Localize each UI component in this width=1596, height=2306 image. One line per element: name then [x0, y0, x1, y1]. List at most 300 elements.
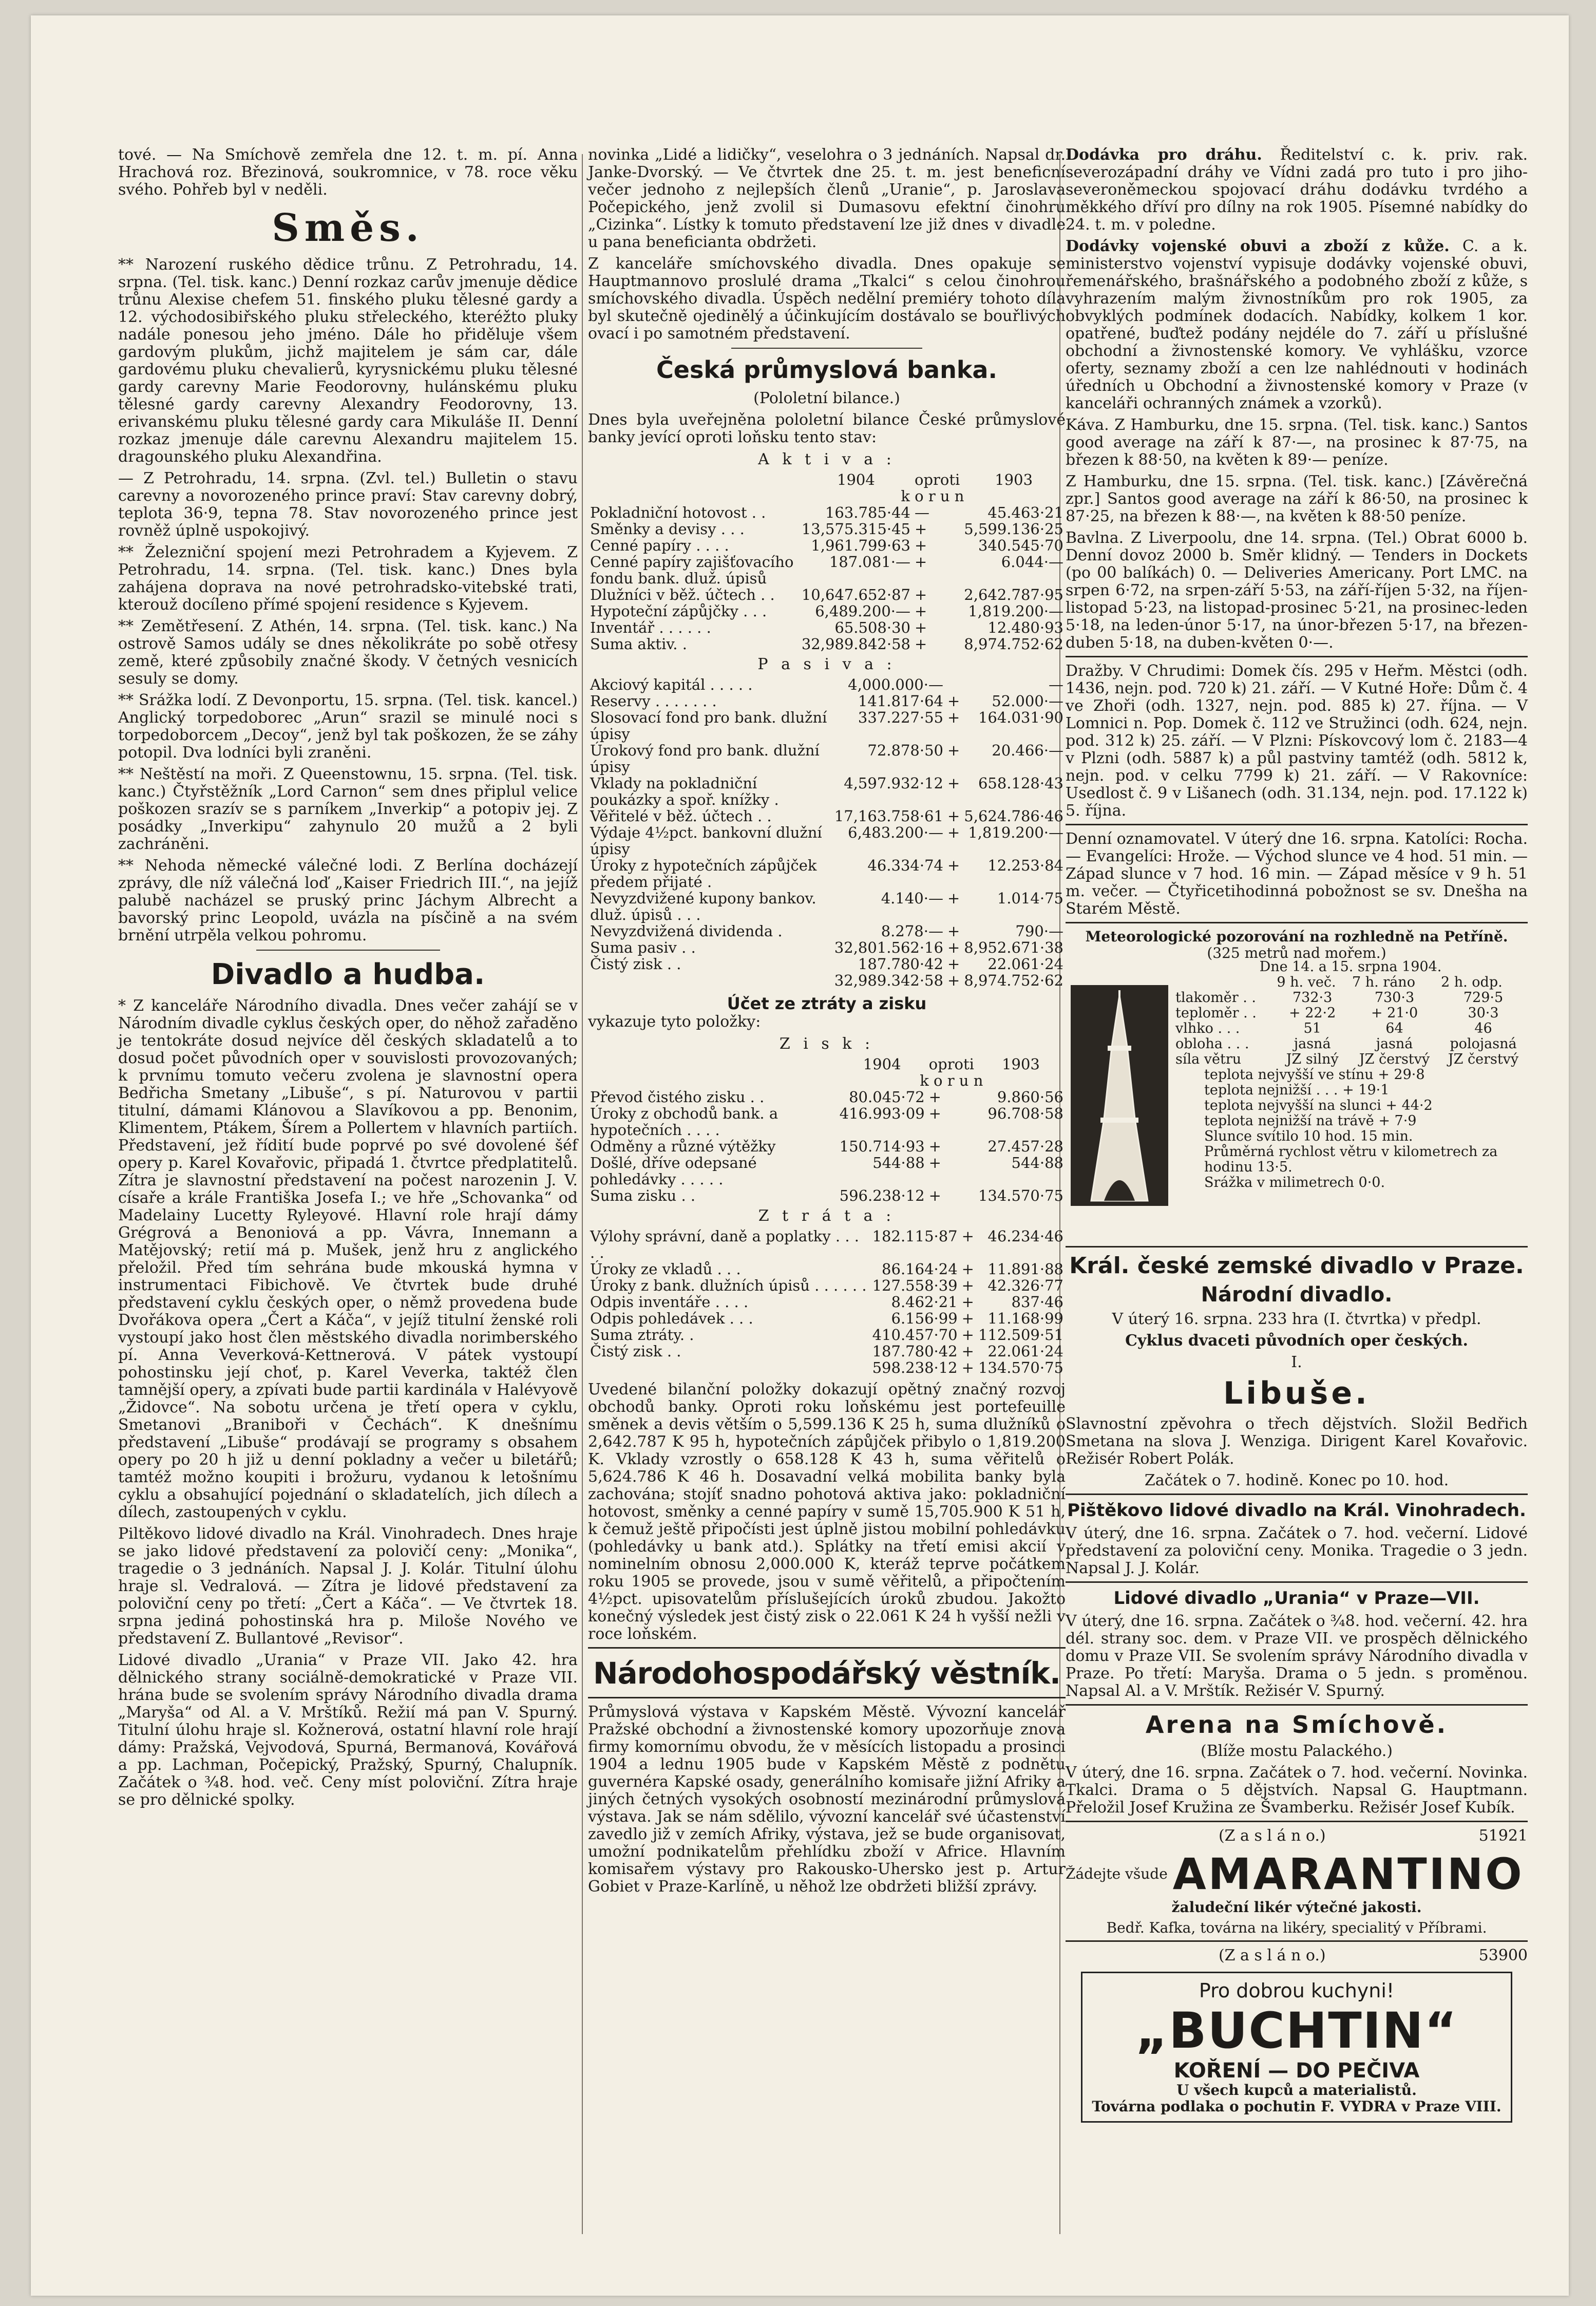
balance-row	[588, 676, 1066, 693]
kava-text-2: Z Hamburku, dne 15. srpna. (Tel. tisk. kanc.) [Závěrečná zpr.] Santos good average na září k 86·50, na prosinec k 87·25, na březen k 88·—, na květen k 88·50 peníze.	[1066, 472, 1528, 525]
row-label: Odpis pohledávek . . .	[590, 1310, 753, 1327]
balance-row	[588, 504, 1066, 521]
row-value-1904: 6,489.200·—	[815, 602, 910, 620]
dodavka-text: Ředitelství c. k. priv. rak. severozápadní dráhy ve Vídni zadá pro tuto i pro jiho-severoněmeckou spojovací dráhu dodávku tvrdého a měkkého dříví pro dílny na rok 1905. Písemné nabídky do 24. t. m. v poledne.	[1066, 146, 1528, 234]
row-sign: +	[915, 537, 927, 554]
balance-row	[588, 693, 1066, 709]
row-value-1904: 65.508·30	[834, 619, 910, 636]
row-value-1904: 6,483.200·—	[848, 824, 943, 841]
balance-row	[588, 1105, 1066, 1138]
row-value-diff: —	[1049, 676, 1063, 693]
balance-table-pasiva	[588, 676, 1066, 989]
vestnik-title: Národohospodářský věstník.	[593, 1656, 1061, 1691]
smes-item: ** Neštěstí na moři. Z Queenstownu, 15. srpna. (Tel. tisk. kanc.) Čtyřstěžník „Lord Carnon“ sem dnes připlul velice poškozen srazív se s parníkem „Inverkip“ a potopiv jej. Z posádky „Inverkipu“ zahynulo 20 mužů a 2 byli zachráněni.	[118, 765, 578, 853]
row-sign: +	[961, 1326, 974, 1344]
row-value-diff: 22.061·24	[987, 955, 1063, 973]
weather-row-label: obloha . . .	[1175, 1036, 1249, 1052]
row-sign: +	[947, 774, 960, 792]
weather-col-head: 7 h. ráno	[1352, 974, 1415, 990]
buchtin-where: U všech kupců a materialistů.	[1176, 2082, 1417, 2099]
row-sign: +	[947, 939, 960, 956]
weather-note: teplota nejvyšší na slunci + 44·2	[1204, 1098, 1433, 1113]
balance-row	[588, 857, 1066, 890]
row-sign: +	[961, 1310, 974, 1327]
row-value-diff: 11.891·88	[987, 1260, 1063, 1278]
balance-row	[588, 537, 1066, 554]
pistek-title: Pištěkovo lidové divadlo na Král. Vinohradech.	[1067, 1500, 1526, 1521]
weather-table	[1173, 959, 1528, 1190]
column-right	[1066, 146, 1528, 2130]
row-sign: +	[961, 1293, 974, 1311]
row-sign: +	[915, 619, 927, 636]
weather-row	[1173, 1006, 1528, 1021]
loss-table	[588, 1228, 1066, 1376]
row-value-diff: 2,642.787·95	[964, 586, 1063, 603]
obuv-title: Dodávky vojenské obuvi a zboží z kůže.	[1066, 237, 1450, 255]
profit-table	[588, 1056, 1066, 1204]
row-value-diff: 544·88	[1011, 1154, 1063, 1171]
divider	[256, 950, 440, 951]
balance-row	[588, 923, 1066, 939]
balance-row	[588, 808, 1066, 824]
row-label: Úrokový fond pro bank. dlužní úpisy	[590, 742, 820, 776]
row-value-1904: 32,989.342·58	[834, 972, 943, 989]
row-label: Výdaje 4½pct. bankovní dlužní úpisy	[590, 824, 822, 858]
petrin-tower-illustration	[1071, 985, 1168, 1206]
row-label: Akciový kapitál . . . . .	[590, 676, 753, 693]
row-sign: +	[915, 520, 927, 538]
amarantino-maker: Bedř. Kafka, továrna na likéry, specialitý v Příbrami.	[1106, 1919, 1487, 1936]
row-value-diff: 20.466·—	[992, 742, 1063, 759]
row-label: Úroky z hypotečních zápůjček předem přijaté .	[590, 857, 817, 891]
row-sign: +	[915, 602, 927, 620]
weather-note: Slunce svítilo 10 hod. 15 min.	[1204, 1128, 1413, 1144]
row-label: Cenné papíry . . . .	[590, 537, 729, 554]
row-label	[588, 972, 832, 989]
bank-title: Česká průmyslová banka.	[656, 356, 997, 384]
row-value-diff: 1.014·75	[997, 890, 1063, 907]
row-sign: +	[928, 1187, 941, 1204]
row-value-diff: 27.457·28	[987, 1138, 1063, 1155]
bank-commentary: Uvedené bilanční položky dokazují opětný značný rozvoj obchodů banky. Oproti roku loňskému jest portefeuille směnek a devis větším o 5,599.136 K 25 h, suma dlužníků o 2,642.787 K 95 h, hypotečních zápůjček přibylo o 1,819.200 K. Vklady vzrostly o 658.128 K 43 h, suma věřitelů o 5,624.786 K 46 h. Dosavadní velká mobilita banky byla zachována; stojíť snadno pohotová aktiva jako: pokladniční hotovost, směnky a cenné papíry v sumě 15,705.900 K 51 h, k čemuž ještě připočísti jest úplně jistou mobilní pohledávku (pohledávky u bank atd.). Splátky na třetí emisi akcií v nominelním obnosu 2,000.000 K, kteráž teprve počátkem roku 1905 se provede, jsou v sumě věřitelů, a připočtením 4½pct. upisovatelům příslušejících úroků zbudou. Jakožto konečný výsledek jest čistý zisk o 22.061 K 24 h vyšší nežli v roce loňském.	[588, 1381, 1066, 1643]
urania-title: Lidové divadlo „Urania“ v Praze—VII.	[1113, 1588, 1480, 1609]
libuse-text: Slavnostní zpěvohra o třech dějstvích. Složil Bedřich Smetana na slova J. Wenziga. Dirigent Karel Kovařovic. Režisér Robert Polák.	[1066, 1415, 1528, 1468]
urania-text: V úterý, dne 16. srpna. Začátek o ¾8. hod. večerní. 42. hra dél. strany soc. dem. v Praze VII. ve prospěch dělnického domu v Praze VII. Se svolením správy Národního divadla v Praze. Po třetí: Maryša. Drama o 5 jedn. s proměnou. Napsal Al. a V. Mrštík. Režisér V. Spurný.	[1066, 1612, 1528, 1700]
row-value-1904: 187.081·—	[829, 553, 910, 571]
row-value-diff: 42.326·77	[987, 1277, 1063, 1294]
kava-text: Káva. Z Hamburku, dne 15. srpna. (Tel. tisk. kanc.) Santos good average na září k 87·—, na prosinec k 87·75, na březen k 88·50, na květen k 89·— peníze.	[1066, 416, 1528, 469]
row-value-1904: 8.462·21	[891, 1293, 958, 1311]
table-col-head: 1904	[837, 471, 875, 488]
ztrata-label: Z t r á t a :	[758, 1207, 896, 1225]
divadlo-item: Piltěkovo lidové divadlo na Král. Vinohradech. Dnes hraje se jako lidové představení za polovičí ceny: „Monika“, tragedie o 3 jednáních. Napsal J. J. Kolár. Titulní úlohu hraje sl. Vedralová. — Zítra je lidové představení za poloviční ceny po třetí: „Čert a Káča“. — Ve čtvrtek 18. srpna jediná pohostinská hra p. Miloše Nového ve představení Z. Bullantové „Revisor“.	[118, 1525, 578, 1648]
section-title-divadlo: Divadlo a hudba.	[211, 958, 485, 991]
row-value-diff: 46.234·46	[987, 1227, 1063, 1245]
weather-note: teplota nejvyšší ve stínu + 29·8	[1204, 1067, 1425, 1083]
row-value-diff: 96.708·58	[987, 1105, 1063, 1122]
balance-row	[588, 521, 1066, 537]
balance-row	[588, 1261, 1066, 1277]
zisk-label: Z i s k :	[779, 1035, 875, 1053]
pistek-text: V úterý, dne 16. srpna. Začátek o 7. hod. večerní. Lidové představení za poloviční ceny. Monika. Tragedie o 3 jedn. Napsal J. J. Kolár.	[1066, 1524, 1528, 1577]
row-value-diff: 112.509·51	[978, 1326, 1063, 1344]
row-value-1904: 8.278·—	[881, 922, 943, 940]
row-sign: +	[961, 1359, 974, 1376]
balance-row	[588, 1310, 1066, 1327]
obuv-text: C. a k. ministerstvo vojenství vypisuje dodávky vojenské obuvi, řemenářského, brašnářského a podobného zboží z kůže, s vyhrazením malým živnostníkům pro rok 1905, za obvyklých podmínek dodacích. Nabídky, kolkem 1 kor. opatřené, buďtež podány nejdéle do 7. září u příslušné obchodní a živnostenské komory. Ve vyhlášku, vzorce oferty, seznamy zboží a cen lze nahlédnouti v hodinách úředních u Obchodní a živnostenské komory v Praze (v kanceláři ochranných známek a vzorků).	[1066, 237, 1528, 412]
divider	[1066, 824, 1528, 825]
weather-report	[1066, 929, 1528, 1242]
row-value-diff: 45.463·21	[987, 504, 1063, 521]
divider	[1066, 656, 1528, 657]
balance-row	[588, 554, 1066, 587]
row-label: Suma pasiv . .	[590, 939, 696, 956]
row-sign: +	[947, 890, 960, 907]
row-label: Úroky ze vkladů . . .	[590, 1260, 741, 1278]
row-label: Cenné papíry zajišťovacího fondu bank. dluž. úpisů	[590, 553, 794, 587]
bank-intro: Dnes byla uveřejněna pololetní bilance České průmyslové banky jevící oproti loňsku tento stav:	[588, 411, 1066, 446]
divider	[1066, 1494, 1528, 1495]
amarantino-sub: žaludeční likér výtečné jakosti.	[1171, 1899, 1422, 1916]
row-sign: +	[915, 553, 927, 571]
drazby-text: Dražby. V Chrudimi: Domek čís. 295 v Heřm. Městci (odh. 1436, nejn. pod. 720 k) 21. září. — V Kutné Hoře: Dům č. 4 ve Zhoři (odh. 1327, nejn. pod. 885 k) 27. října. — V Lomnici n. Pop. Domek č. 112 ve Stružinci (odh. 624, nejn. pod. 312 k) 25. září. — V Plzni: Pískovcový lom č. 2183—4 v Plzni (odh. 5887 k) a půl pastviny tamtéž (odh. 5812 k, nejn. pod. v celku 7799 k) 21. září. — V Rakovníce: Usedlost č. 9 v Lišanech (odh. 31.134, nejn. pod. 17.122 k) 5. října.	[1066, 662, 1528, 820]
divider	[1066, 1581, 1528, 1583]
row-value-1904: 410.457·70	[872, 1326, 958, 1344]
table-col-head: oproti	[928, 1055, 974, 1073]
smes-item: ** Srážka lodí. Z Devonportu, 15. srpna. (Tel. tisk. kancel.) Anglický torpedoborec „Arun“ srazil se minulé noci s torpedoborcem „Decoy“, jenž byl tak poškozen, že se záhy potopil. Dva lodníci byli zraněni.	[118, 691, 578, 762]
row-label: Převod čistého zisku . .	[590, 1088, 765, 1106]
smichov-theatre-note: Z kanceláře smíchovského divadla. Dnes opakuje se Hauptmannovo proslulé drama „Tkalci“ s celou činohrou smíchovského divadla. Úspěch nedělní premiéry tohoto díla byl skutečně ojedinělý a účinkujícím dostávalo se bouřlivých ovací i po samotném představení.	[588, 255, 1066, 343]
bank-subtitle: (Pololetní bilance.)	[753, 389, 900, 407]
row-sign: +	[947, 807, 960, 825]
weather-value: + 22·2	[1288, 1005, 1336, 1021]
weather-value: 30·3	[1468, 1005, 1499, 1021]
row-value-diff: 22.061·24	[987, 1343, 1063, 1360]
row-sign: +	[947, 922, 960, 940]
unit-row	[588, 488, 1066, 504]
arena-title: Arena na Smíchově.	[1145, 1711, 1448, 1738]
row-value-1904: 182.115·87	[872, 1227, 958, 1245]
smes-item: ** Železniční spojení mezi Petrohradem a Kyjevem. Z Petrohradu, 14. srpna. (Tel. tisk. kanc.) Dnes byla zahájena doprava na nové petrohradsko-vitebské trati, kterouž docíleno přímé spojení residence s Kyjevem.	[118, 543, 578, 614]
weather-col-head: 9 h. več.	[1277, 974, 1336, 990]
row-value-diff: 8,974.752·62	[964, 972, 1063, 989]
balance-row	[588, 619, 1066, 636]
row-value-diff: 1,819.200·—	[968, 602, 1063, 620]
balance-row	[588, 775, 1066, 808]
row-label: Vklady na pokladniční poukázky a spoř. knížky .	[590, 774, 779, 808]
weather-value: 64	[1385, 1020, 1403, 1036]
row-value-1904: 596.238·12	[839, 1187, 925, 1204]
balance-row	[588, 1155, 1066, 1187]
weather-value: 730·3	[1374, 990, 1415, 1006]
row-sign: —	[915, 504, 929, 521]
row-value-1904: 544·88	[872, 1154, 925, 1171]
row-label: Suma zisku . .	[590, 1187, 696, 1204]
weather-value: jasná	[1376, 1036, 1413, 1052]
weather-row-label: vlhko . . .	[1175, 1020, 1240, 1036]
balance-row	[588, 709, 1066, 742]
vestnik-text: Průmyslová výstava v Kapském Městě. Vývozní kancelář Pražské obchodní a živnostenské komory upozorňuje znova firmy komornímu obvodu, že v měsících listopadu a prosinci 1904 a lednu 1905 bude v Kapském Městě z podnětu guvernéra Kapské osady, generálního komisaře jižní Afriky a jiných četných vysokých osobností mezinárodní průmyslová výstava. Jak se nám sdělilo, vývozní kancelář své účastenství zavedlo již v zemích Afriky, výstava, jež se bude organisovat, umožní podnikatelům přehlídku zboží v Africe. Hlavním komisařem výstavy pro Rakousko-Uhersko jest p. Artur Gobiet v Praze-Karlíně, u něhož lze obdržeti bližší zprávy.	[588, 1703, 1066, 1896]
weather-value: polojasná	[1450, 1036, 1517, 1052]
narodni-date: V úterý 16. srpna. 233 hra (I. čtvrtka) v předpl.	[1112, 1310, 1481, 1328]
weather-note: teplota nejnižší . . . + 19·1	[1204, 1082, 1390, 1098]
balance-row	[588, 1089, 1066, 1105]
divider	[1066, 1704, 1528, 1706]
sum-row	[588, 939, 1066, 956]
row-label: Úroky z obchodů bank. a hypotečních . . . .	[590, 1105, 778, 1139]
weather-row-label: tlakoměr . .	[1175, 990, 1257, 1006]
balance-row	[588, 1277, 1066, 1294]
unit-row	[588, 1072, 1066, 1089]
row-value-1904: 4,000.000·—	[848, 676, 943, 693]
pasiva-label: P a s i v a :	[757, 655, 896, 673]
weather-row	[1173, 1036, 1528, 1052]
row-value-diff: 11.168·99	[987, 1310, 1063, 1327]
table-col-head: 1903	[1002, 1055, 1040, 1073]
divider	[1066, 1940, 1528, 1942]
zaslano-label: (Z a s l á n o.)	[1218, 1946, 1326, 1964]
theatre-note: novinka „Lidé a lidičky“, veselohra o 3 jednáních. Napsal dr. Janke-Dvorský. — Ve čtvrtek dne 25. t. m. jest beneficní večer jednoho z nejlepších členů „Uranie“, p. Jaroslava Počepického, jenž zvolil si Dumasovu efektní činohru „Cizinka“. Lístky k tomuto představení lze již dnes v divadle u pana beneficianta obdržeti.	[588, 146, 1066, 251]
weather-value: JZ čerstvý	[1359, 1051, 1430, 1067]
weather-date: Dne 14. a 15. srpna 1904.	[1259, 959, 1442, 975]
amarantino-ad	[1066, 1849, 1528, 1899]
row-value-diff: 52.000·—	[992, 692, 1063, 710]
profit-loss-sub: vykazuje tyto položky:	[588, 1013, 761, 1031]
balance-row	[588, 1294, 1066, 1310]
row-label: Pokladniční hotovost . .	[590, 504, 766, 521]
row-sign: +	[928, 1138, 941, 1155]
row-value-1904: 4.140·—	[881, 890, 943, 907]
row-sign: +	[915, 586, 927, 603]
weather-row-label: síla větru	[1175, 1051, 1242, 1067]
row-value-diff: 5,624.786·46	[964, 807, 1063, 825]
row-value-1904: 86.164·24	[882, 1260, 958, 1278]
row-value-diff: 164.031·90	[978, 709, 1063, 726]
buchtin-factory: Továrna podlaka o pochutin F. VYDRA v Praze VIII.	[1092, 2098, 1502, 2115]
row-value-diff: 12.253·84	[987, 857, 1063, 874]
row-value-1904: 32,989.842·58	[801, 635, 910, 653]
row-value-1904: 187.780·42	[872, 1343, 958, 1360]
balance-row	[588, 1228, 1066, 1261]
balance-row	[588, 824, 1066, 857]
row-value-1904: 72.878·50	[867, 742, 943, 759]
divider	[1066, 922, 1528, 923]
net-profit-row	[588, 1343, 1066, 1359]
row-value-1904: 337.227·55	[858, 709, 943, 726]
buchtin-ad	[1081, 1972, 1512, 2123]
balance-row	[588, 742, 1066, 775]
buchtin-brand: „BUCHTIN“	[1135, 2002, 1458, 2059]
narodni-number: I.	[1291, 1353, 1302, 1371]
row-value-1904: 10,647.652·87	[801, 586, 910, 603]
row-value-diff: 9.860·56	[997, 1088, 1063, 1106]
row-label: Odpis inventáře . . . .	[590, 1293, 749, 1311]
table-head-row	[588, 471, 1066, 488]
row-value-1904: 150.714·93	[839, 1138, 925, 1155]
row-sign: +	[915, 635, 927, 653]
smes-item: ** Nehoda německé válečné lodi. Z Berlína docházejí zprávy, dle níž válečná loď „Kaiser Friedrich III.“, na jejíž palubě nacházel se pruský princ Jáchym Albrecht a bavorský princ Leopold, uvázla na písčině a na svém brnění utrpěla velkou pohromu.	[118, 857, 578, 944]
amarantino-brand: AMARANTINO	[1172, 1849, 1524, 1899]
row-value-diff: 340.545·70	[978, 537, 1063, 554]
balance-table-aktiva	[588, 471, 1066, 652]
kral-theatre-title: Král. české zemské divadlo v Praze.	[1069, 1253, 1524, 1279]
dodavka-title: Dodávka pro dráhu.	[1066, 146, 1262, 164]
row-value-1904: 163.785·44	[825, 504, 910, 521]
weather-title: Meteorologické pozorování na rozhledně na Petříně.	[1085, 928, 1508, 945]
divadlo-item: * Z kanceláře Národního divadla. Dnes večer zahájí se v Národním divadle cyklus českých oper, do něhož zařaděno je tentokráte dosud nejvíce děl českých skladatelů a to dosud počet původních oper v souvislosti provozovaných; k prvnímu tomuto večeru zvolena je slavnostní opera Bedřicha Smetany „Libuše“, s pí. Naturovou v partii titulní, dámami Klánovou a Slavíkovou a pp. Benonim, Klimentem, Ptákem, Šírem a Pollertem v hlavních partiích. Představení, jež řídití bude poprvé po své dovolené šéf opery p. Karel Kovařovic, připadá 1. čtvrtce předplatitelů. Zítra je slavnostní představení na počest narozenin J. V. císaře a krále Františka Josefa I.; ve hře „Schovanka“ od Madelainy Lucetty Ryleyové. Hlavní role hrají dámy Grégrová a Benoniová a pp. Vávra, Innemann a Matějovský; retií má p. Mušek, jenž hru z anglického přeložil. Před tím sehrána bude mkouská hymna v instrumentaci Fibichově. Ve čtvrtek bude druhé představení cyklu českých oper, o němž provedena bude Dvořákova opera „Čert a Káča“, v jejíž titulní ženské roli vystoupí jako host člen městského divadla norimberského pí. Anna Veverková-Kettnerová. V pátek vystoupí pohostinsku její choť, p. Karel Veverka, taktéž člen tamnější opery, a zpívati bude partii kardinála v Halévyově „Židovce“. Na sobotu určena je třetí opera v cyklu, Smetanovi „Braniboři v Čechách“. K dnešnímu představení „Libuše“ prodávají se programy s obsahem opery po 20 h již u denní pokladny a večer u biletářů; tamtéž možno koupiti i brožuru, vydanou k letošnímu cyklu a obsahující pojednání o skladatelích, jich dílech a dílech, zastoupených v cyklu.	[118, 997, 578, 1521]
obituary-text: tové. — Na Smíchově zemřela dne 12. t. m. pí. Anna Hrachová roz. Březinová, soukromnice, v 78. roce věku svého. Pohřeb byl v neděli.	[118, 146, 578, 199]
weather-value: 729·5	[1463, 990, 1504, 1006]
row-label: Výlohy správní, daně a poplatky . . . . .	[590, 1227, 860, 1261]
weather-value: 51	[1303, 1020, 1321, 1036]
sum-row	[588, 1327, 1066, 1343]
sum-row	[588, 636, 1066, 652]
row-value-1904: 13,575.315·45	[801, 520, 910, 538]
weather-note: Srážka v milimetrech 0·0.	[1204, 1175, 1385, 1190]
narodni-cycle: Cyklus dvaceti původních oper českých.	[1125, 1332, 1468, 1350]
buchtin-spice: KOŘENÍ — DO PEČIVA	[1173, 2059, 1420, 2083]
row-sign: +	[947, 955, 960, 973]
row-value-1904: 416.993·09	[839, 1105, 925, 1122]
arena-subtitle: (Blíže mostu Palackého.)	[1201, 1742, 1393, 1760]
column-rule	[582, 154, 583, 2234]
row-value-1904: 598.238·12	[872, 1359, 958, 1376]
row-value-diff: 790·—	[1015, 922, 1063, 940]
divider	[1066, 1821, 1528, 1822]
row-value-diff: 8,974.752·62	[964, 635, 1063, 653]
row-label: Čistý zisk . .	[590, 955, 681, 973]
row-sign: +	[928, 1088, 941, 1106]
row-sign: +	[947, 857, 960, 874]
narodni-title: Národní divadlo.	[1201, 1283, 1393, 1307]
divider	[588, 1647, 1066, 1649]
table-col-head: oproti	[915, 471, 960, 488]
row-value-diff: 134.570·75	[978, 1359, 1063, 1376]
row-value-diff: 12.480·93	[987, 619, 1063, 636]
balance-row	[588, 1138, 1066, 1155]
buchtin-pre: Pro dobrou kuchyni!	[1199, 1979, 1395, 2002]
row-sign	[945, 676, 962, 693]
row-sign: +	[947, 692, 960, 710]
row-value-1904: 187.780·42	[858, 955, 943, 973]
row-value-diff: 1,819.200·—	[968, 824, 1063, 841]
balance-row	[588, 890, 1066, 923]
row-label: Nevyzdvižené kupony bankov. dluž. úpisů . . .	[590, 890, 816, 923]
weather-value: + 21·0	[1371, 1005, 1418, 1021]
libuse-times: Začátek o 7. hodině. Konec po 10. hod.	[1144, 1471, 1449, 1489]
balance-row	[588, 587, 1066, 603]
weather-row	[1173, 1021, 1528, 1036]
oznamovatel-text: Denní oznamovatel. V úterý dne 16. srpna. Katolíci: Rocha. — Evangelíci: Hrože. — Východ slunce ve 4 hod. 51 min. — Západ slunce v 7 hod. 16 min. — Západ měsíce v 9 h. 51 m. večer. — Čtyřicetihodinná pobožnost se sv. Dnešha na Starém Městě.	[1066, 830, 1528, 918]
row-value-diff: 134.570·75	[978, 1187, 1063, 1204]
row-sign: +	[947, 709, 960, 726]
row-sign: +	[928, 1105, 941, 1122]
weather-row	[1173, 1052, 1528, 1067]
zaslano-label: (Z a s l á n o.)	[1218, 1827, 1326, 1845]
row-sign: +	[947, 972, 960, 989]
row-label: Dlužníci v běž. účtech . .	[590, 586, 775, 603]
weather-note: teplota nejnižší na trávě + 7·9	[1204, 1113, 1417, 1129]
table-head-row	[588, 1056, 1066, 1072]
weather-subtitle: (325 metrů nad mořem.)	[1207, 944, 1386, 961]
weather-value: JZ silný	[1286, 1051, 1339, 1067]
amarantino-prefix: Žádejte všude	[1066, 1865, 1168, 1882]
arena-text: V úterý, dne 16. srpna. Začátek o 7. hod. večerní. Novinka. Tkalci. Drama o 5 dějstvích. Napsal G. Hauptmann. Přeložil Josef Kružina ze Švamberku. Režisér Josef Kubík.	[1066, 1764, 1528, 1817]
weather-col-head: 2 h. odp.	[1440, 974, 1503, 990]
weather-value: 732·3	[1293, 990, 1333, 1006]
column-left	[118, 146, 578, 1813]
section-title-smes: Směs.	[272, 206, 424, 250]
newspaper-page	[31, 15, 1569, 2296]
row-value-1904: 6.156·99	[891, 1310, 958, 1327]
ad-number: 51921	[1478, 1827, 1528, 1845]
ad-number: 53900	[1478, 1946, 1528, 1964]
column-middle	[588, 146, 1066, 1900]
divider	[1066, 1246, 1528, 1247]
smes-item: ** Zemětřesení. Z Athén, 14. srpna. (Tel. tisk. kanc.) Na ostrově Samos udály se dnes několikráte po sobě otřesy země, které způsobily značné škody. V četných vesnicích sesuly se domy.	[118, 617, 578, 688]
table-col-head: 1903	[995, 471, 1033, 488]
profit-loss-title: Účet ze ztráty a zisku	[727, 994, 927, 1013]
row-sign: +	[947, 742, 960, 759]
net-profit-row	[588, 956, 1066, 972]
balance-row	[588, 603, 1066, 619]
weather-row	[1173, 990, 1528, 1006]
weather-value: JZ čerstvý	[1448, 1051, 1519, 1067]
smes-item: — Z Petrohradu, 14. srpna. (Zvl. tel.) Bulletin o stavu carevny a novorozeného prince praví: Stav carevny dobrý, teplota 36·9, tepna 78. Stav novorozeného prince jest rovněž úplně uspokojivý.	[118, 469, 578, 540]
row-label: Úroky z bank. dlužních úpisů . . . . . .	[590, 1277, 867, 1294]
row-label: Věřitelé v běž. účtech . .	[590, 807, 772, 825]
row-value-1904: 1,961.799·63	[811, 537, 910, 554]
row-value-1904: 46.334·74	[867, 857, 943, 874]
row-sign: +	[928, 1154, 941, 1171]
row-value-1904: 4,597.932·12	[844, 774, 943, 792]
row-label: Hypoteční zápůjčky . . .	[590, 602, 767, 620]
smes-item: ** Narození ruského dědice trůnu. Z Petrohradu, 14. srpna. (Tel. tisk. kanc.) Denní rozkaz carův jmenuje dědice trůnu Alexise chefem 51. finského pluku tělesné gardy a 12. východosibiřského pluku střeleckého, kteréžto pluky nadále ponesou jeho jméno. Dále ho přiděluje všem gardovým plukům, jichž majitelem je sám car, dále gardovému pluku chevalierů, kyrysnickému pluku tělesné gardy carevny Marie Feodorovny, hulánskému pluku tělesné gardy carevny Alexandry Feodorovny, 13. erivanskému pluku tělesné gardy cara Mikuláše II. Denní rozkaz jmenuje dále carevnu Alexandru majitelem 15. dragounského pluku Alexandřina.	[118, 256, 578, 466]
row-sign: +	[961, 1277, 974, 1294]
row-label: Směnky a devisy . . .	[590, 520, 745, 538]
row-value-1904: 80.045·72	[849, 1088, 925, 1106]
row-value-diff: 5,599.136·25	[964, 520, 1063, 538]
row-label: Inventář . . . . . .	[590, 619, 711, 636]
row-sign: +	[947, 824, 960, 841]
row-label: Suma aktiv. .	[590, 635, 687, 653]
row-sign: +	[961, 1343, 974, 1360]
row-label: Reservy . . . . . . .	[590, 692, 717, 710]
sum-row	[588, 1187, 1066, 1204]
row-value-1904: 127.558·39	[872, 1277, 958, 1294]
row-label: Slosovací fond pro bank. dlužní úpisy	[590, 709, 827, 743]
row-label: Nevyzdvižená dividenda .	[590, 922, 783, 940]
row-value-diff: 837·46	[1011, 1293, 1063, 1311]
row-label: Suma ztráty. .	[590, 1326, 694, 1344]
divadlo-item: Lidové divadlo „Urania“ v Praze VII. Jako 42. hra dělnického strany sociálně-demokratické v Praze VII. hrána bude se svolením správy Národního divadla drama „Maryša“ od Al. a V. Mrštíků. Režií má pan V. Spurný. Titulní úlohu hraje sl. Kožnerová, ostatní hlavní role hrají dámy: Pražská, Vejvodová, Spurná, Bermanová, Kovářová a pp. Lachman, Počepický, Pražský, Spurný, Chalupník. Začátek o ¾8. hod. več. Ceny míst poloviční. Zítra hraje se pro dělnické spolky.	[118, 1651, 578, 1809]
row-value-diff: 8,952.671·38	[964, 939, 1063, 956]
unit-label: k o r u n	[920, 1072, 983, 1089]
bavlna-text: Bavlna. Z Liverpoolu, dne 14. srpna. (Tel.) Obrat 6000 b. Denní dovoz 2000 b. Směr klidný. — Tenders in Dockets (po 00 balíkách) 0. — Deliveries Americany. Port LMC. na srpen 6·72, na srpen-září 5·53, na září-říjen 5·32, na říjen-listopad 5·23, na listopad-prosinec 5·21, na prosinec-leden 5·18, na leden-únor 5·17, na únor-březen 5·17, na březen-duben 5·18, na duben-květen 0·—.	[1066, 529, 1528, 652]
row-label	[588, 1359, 870, 1376]
total-row	[588, 972, 1066, 989]
weather-value: jasná	[1294, 1036, 1331, 1052]
weather-value: 46	[1474, 1020, 1492, 1036]
divider	[731, 348, 922, 349]
row-value-diff: 6.044·—	[1001, 553, 1063, 571]
total-row	[588, 1359, 1066, 1376]
weather-note: Průměrná rychlost větru v kilometrech za hodinu 13·5.	[1204, 1144, 1498, 1175]
row-sign: +	[961, 1227, 974, 1245]
row-value-1904: 32,801.562·16	[834, 939, 943, 956]
row-label: Došlé, dříve odepsané pohledávky . . . . .	[590, 1154, 757, 1188]
row-value-1904: 141.817·64	[858, 692, 943, 710]
